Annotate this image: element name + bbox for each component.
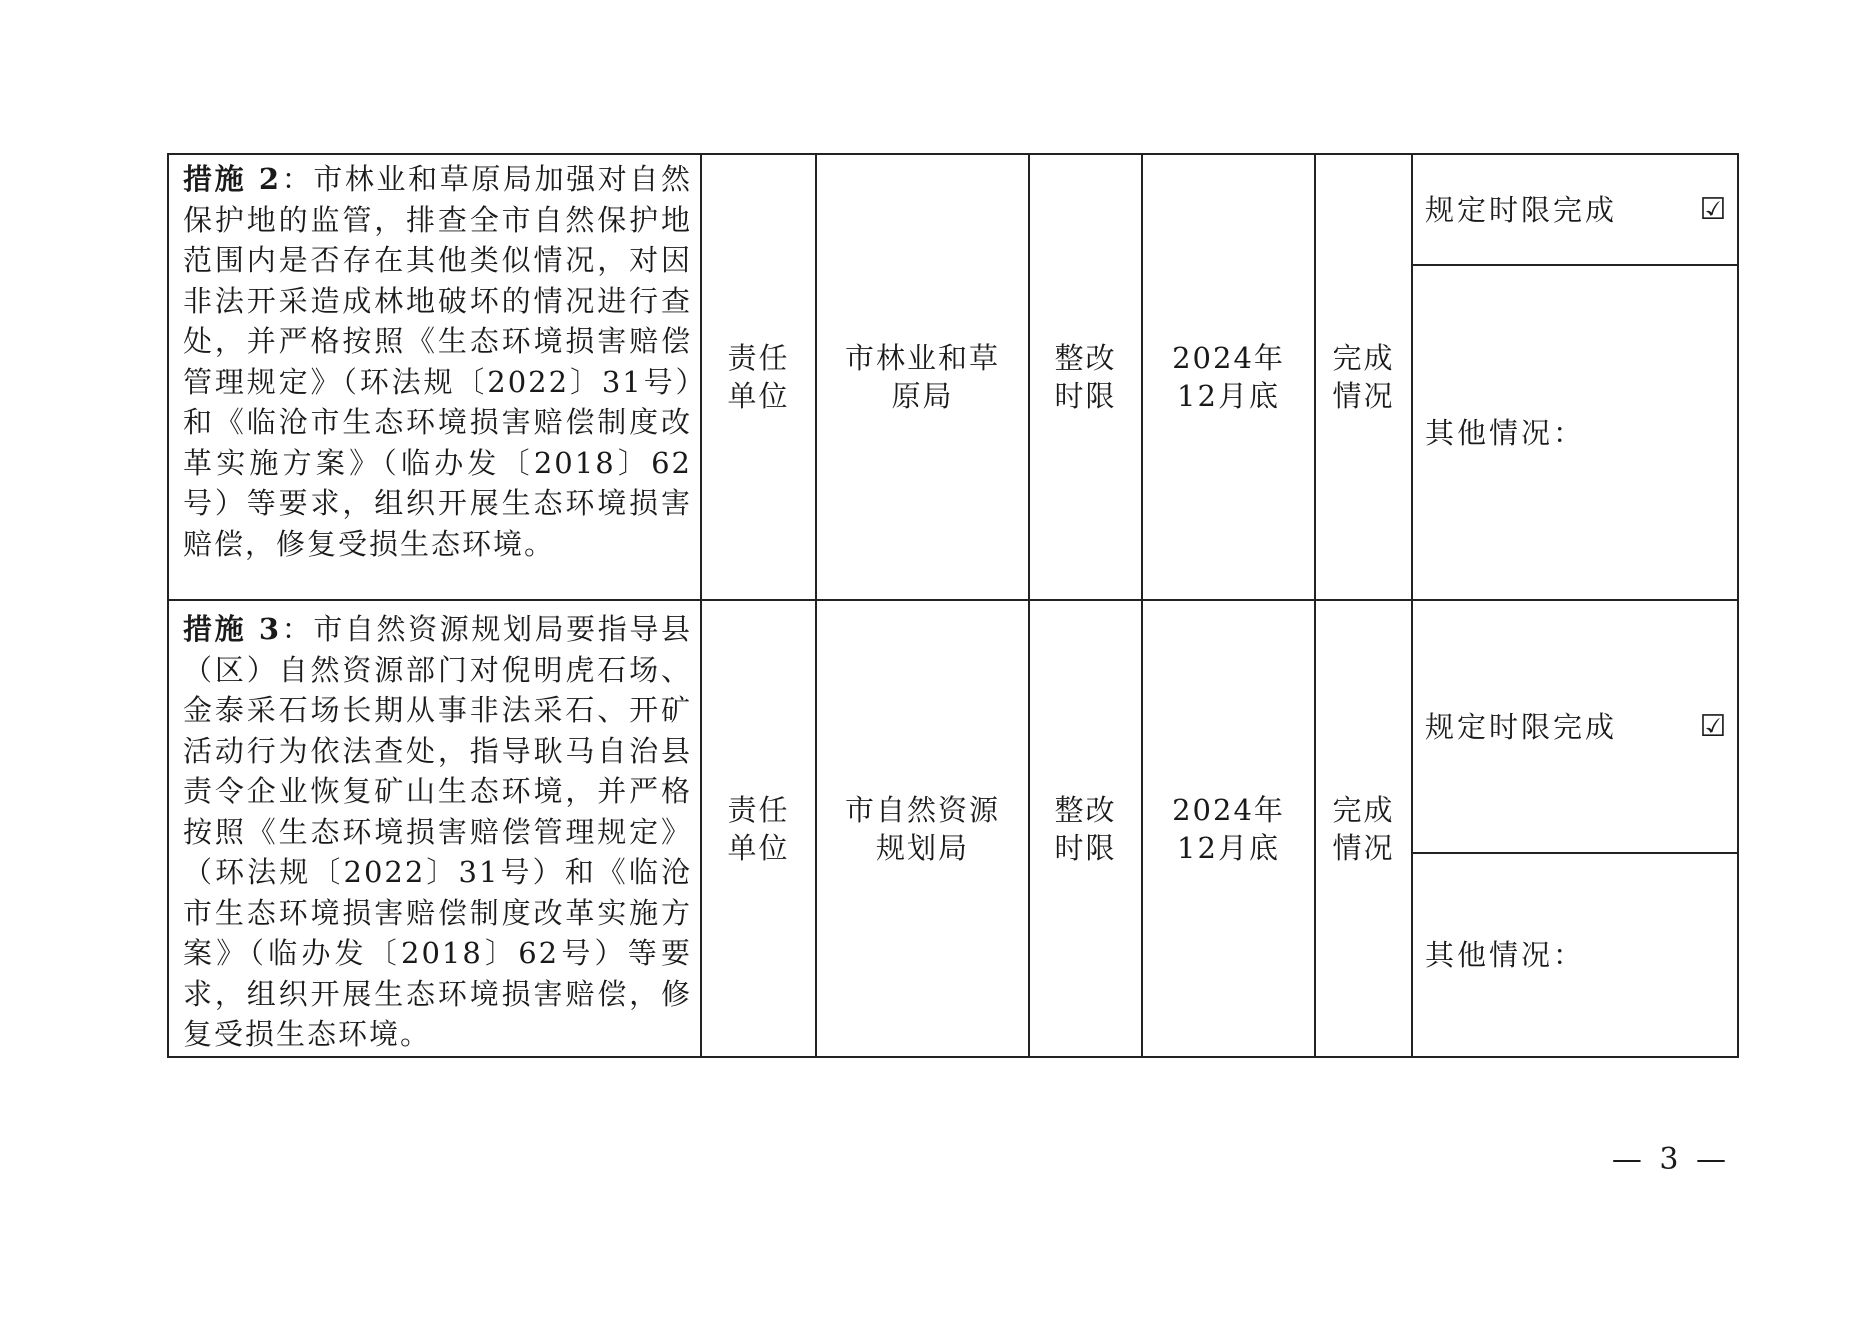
deadline-value: 2024年12月底 xyxy=(1172,341,1285,413)
checkbox-checked-icon[interactable]: ☑ xyxy=(1699,708,1727,744)
status-done-label: 规定时限完成 xyxy=(1425,192,1618,227)
resp-unit: 市林业和草原局 xyxy=(844,341,1000,413)
resp-unit: 市自然资源规划局 xyxy=(844,792,1000,865)
deadline-cell xyxy=(1142,154,1315,600)
status-done-row xyxy=(1413,601,1737,854)
page-number: — 3 — xyxy=(1611,1142,1730,1177)
resp-unit-cell xyxy=(816,600,1029,1057)
deadline-label-cell xyxy=(1029,154,1142,600)
table-row xyxy=(168,154,1738,600)
resp-label: 责任单位 xyxy=(727,341,790,413)
measures-table xyxy=(167,153,1739,1058)
measure-cell xyxy=(168,154,701,600)
deadline-label: 整改时限 xyxy=(1054,792,1117,865)
deadline-cell xyxy=(1142,600,1315,1057)
status-other-label: 其他情况： xyxy=(1425,938,1586,972)
measure-title: 措施 2 xyxy=(183,162,282,196)
status-done-row xyxy=(1413,155,1737,266)
status-cell xyxy=(1412,600,1738,1057)
deadline-label-cell xyxy=(1029,600,1142,1057)
status-done-label: 规定时限完成 xyxy=(1425,709,1618,744)
status-label-cell xyxy=(1315,600,1412,1057)
resp-label-cell xyxy=(701,600,816,1057)
status-other-label: 其他情况： xyxy=(1425,415,1586,450)
measure-text: ：市林业和草原局加强对自然保护地的监管，排查全市自然保护地范围内是否存在其他类似情况，对因非法开采造成林地破坏的情况进行查处，并严格按照《生态环境损害赔偿管理规定》（环法规〔2022〕31号）和《临沧市生态环境损害赔偿制度改革实施方案》（临办发〔2018〕62号）等要求，组织开展生态环境损害赔偿，修复受损生态环境。 xyxy=(183,162,692,561)
checkbox-checked-icon[interactable]: ☑ xyxy=(1699,191,1727,227)
measure-text: ：市自然资源规划局要指导县（区）自然资源部门对倪明虎石场、金泰采石场长期从事非法采石、开矿活动行为依法查处，指导耿马自治县责令企业恢复矿山生态环境，并严格按照《生态环境损害赔偿管理规定》（环法规〔2022〕31号）和《临沧市生态环境损害赔偿制度改革实施方案》（临办发〔2018〕62号）等要求，组织开展生态环境损害赔偿，修复受损生态环境。 xyxy=(183,612,692,1051)
status-other-row xyxy=(1413,854,1737,1056)
measure-cell xyxy=(168,600,701,1057)
resp-label: 责任单位 xyxy=(727,792,790,865)
status-label: 完成情况 xyxy=(1332,341,1395,413)
deadline-label: 整改时限 xyxy=(1054,341,1117,413)
status-other-row xyxy=(1413,266,1737,599)
resp-label-cell xyxy=(701,154,816,600)
table-row xyxy=(168,600,1738,1057)
resp-unit-cell xyxy=(816,154,1029,600)
deadline-value: 2024年12月底 xyxy=(1172,792,1285,865)
status-label-cell xyxy=(1315,154,1412,600)
status-cell xyxy=(1412,154,1738,600)
measure-title: 措施 3 xyxy=(183,612,282,646)
status-label: 完成情况 xyxy=(1332,792,1395,865)
